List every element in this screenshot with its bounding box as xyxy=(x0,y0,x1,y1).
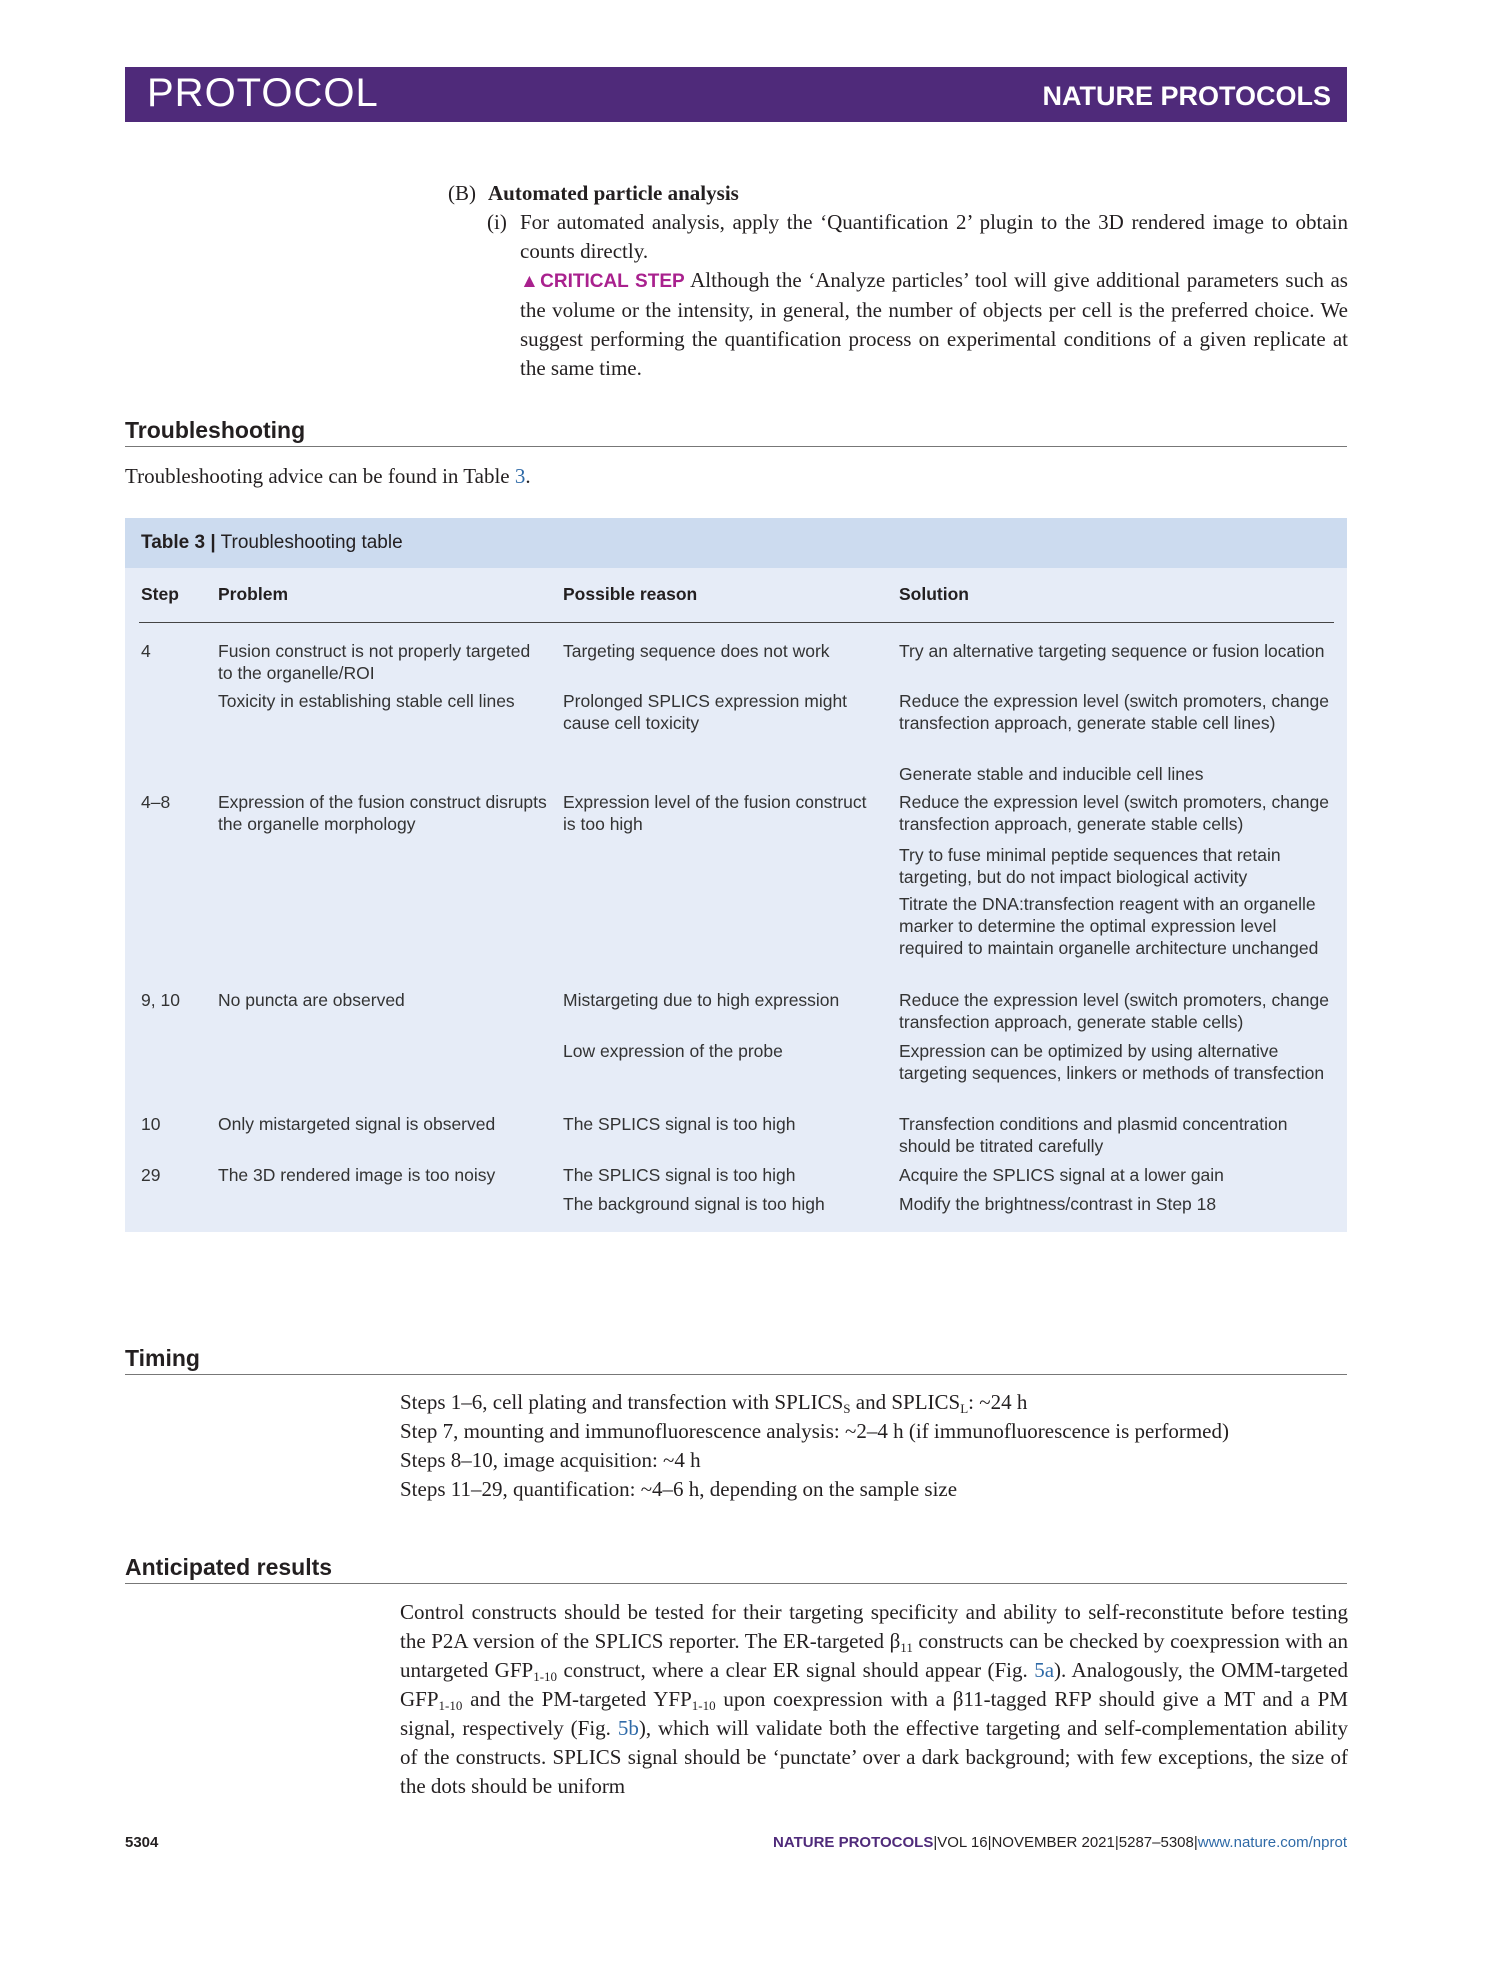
table-cell: Transfection conditions and plasmid concentration should be titrated carefully xyxy=(899,1114,1288,1156)
table-cell: Only mistargeted signal is observed xyxy=(218,1114,496,1134)
footer-citation: NATURE PROTOCOLS|VOL 16|NOVEMBER 2021|5287–5308|www.nature.com/nprot xyxy=(773,1834,1347,1851)
table-separator: | xyxy=(210,532,216,553)
table-cell: Reduce the expression level (switch promoters, change transfection approach, generate stable cells) xyxy=(899,792,1329,834)
table-cell: Generate stable and inducible cell lines xyxy=(899,764,1204,784)
table-cell: Titrate the DNA:transfection reagent with an organelle marker to determine the optimal expression level required to maintain organelle architecture unchanged xyxy=(899,894,1319,958)
troubleshooting-text: Troubleshooting advice can be found in Table 3. xyxy=(125,464,531,488)
procedure-item-i xyxy=(487,208,1348,383)
item-b-title: Automated particle analysis xyxy=(488,181,739,205)
procedure-item-b xyxy=(448,179,739,208)
journal-url-link[interactable]: www.nature.com/nprot xyxy=(1197,1834,1347,1851)
timing-line-3: Steps 8–10, image acquisition: ~4 h xyxy=(400,1448,701,1472)
table-cell: The 3D rendered image is too noisy xyxy=(218,1165,496,1185)
table-cell: The SPLICS signal is too high xyxy=(563,1165,796,1185)
table-cell: Acquire the SPLICS signal at a lower gain xyxy=(899,1165,1224,1185)
table-cell: Expression can be optimized by using alternative targeting sequences, linkers or methods of transfection xyxy=(899,1041,1325,1083)
timing-list xyxy=(400,1388,1348,1504)
timing-line-4: Steps 11–29, quantification: ~4–6 h, depending on the sample size xyxy=(400,1477,958,1501)
item-i-text: For automated analysis, apply the ‘Quantification 2’ plugin to the 3D rendered image to obtain counts directly. xyxy=(520,210,1348,263)
footer-journal: NATURE PROTOCOLS xyxy=(773,1834,934,1851)
table-cell: Fusion construct is not properly targeted to the organelle/ROI xyxy=(218,641,531,683)
table-cell: Expression level of the fusion construct is too high xyxy=(563,792,867,834)
table-cell: Prolonged SPLICS expression might cause cell toxicity xyxy=(563,691,848,733)
item-b-label: (B) xyxy=(448,181,476,205)
col-header-step: Step xyxy=(141,584,179,604)
item-i-label: (i) xyxy=(487,210,507,234)
figure-link-5a[interactable]: 5a xyxy=(1034,1658,1055,1682)
table-cell: No puncta are observed xyxy=(218,990,405,1010)
table-caption xyxy=(125,518,1347,568)
col-header-reason: Possible reason xyxy=(563,584,698,604)
table-cell: Try an alternative targeting sequence or fusion location xyxy=(899,641,1325,661)
page-number: 5304 xyxy=(125,1834,159,1851)
troubleshooting-table xyxy=(125,518,1347,1232)
table-label: Table 3 xyxy=(141,532,206,553)
table-cell: 29 xyxy=(141,1165,161,1185)
col-header-problem: Problem xyxy=(218,584,289,604)
results-heading: Anticipated results xyxy=(125,1554,1347,1584)
table-cell: 4 xyxy=(141,641,151,661)
section-label: PROTOCOL xyxy=(147,71,379,115)
col-header-solution: Solution xyxy=(899,584,969,604)
table-caption-text: Troubleshooting table xyxy=(220,532,403,553)
header-banner xyxy=(125,67,1347,122)
table-cell: Expression of the fusion construct disrupts the organelle morphology xyxy=(218,792,547,834)
timing-line-1: Steps 1–6, cell plating and transfection with $SPLICS_S$ and $SPLICS_L$: ~24 h xyxy=(400,1390,1028,1416)
table-link[interactable]: 3 xyxy=(514,464,526,488)
troubleshooting-heading: Troubleshooting xyxy=(125,417,1347,447)
figure-link-5b[interactable]: 5b xyxy=(617,1716,639,1740)
table-cell: 9, 10 xyxy=(141,990,180,1010)
table-cell: The background signal is too high xyxy=(563,1194,825,1214)
results-paragraph: Control constructs should be tested for their targeting specificity and ability to self-reconstitute before testing the P2A version of the SPLICS reporter. The ER-targeted $\beta_{11}$ constructs can be checked by coexpression with an untargeted $GFP_{1-10}$ construct, where a clear ER signal should appear (Fig. 5a). Analogously, the OMM-targeted $GFP_{1-10}$ and the PM-targeted $YFP_{1-10}$ upon coexpression with a β11-tagged RFP should give a MT and a PM signal, respectively (Fig. 5b), which will validate both the effective targeting and self-complementation ability of the constructs. SPLICS signal should be ‘punctate’ over a dark background; with few exceptions, the size of the dots should be uniform xyxy=(400,1600,1349,1798)
table-cell: Mistargeting due to high expression xyxy=(563,990,840,1010)
table-cell: Try to fuse minimal peptide sequences that retain targeting, but do not impact biological activity xyxy=(899,845,1281,887)
table-cell: The SPLICS signal is too high xyxy=(563,1114,796,1134)
timing-line-2: Step 7, mounting and immunofluorescence analysis: ~2–4 h (if immunofluorescence is performed) xyxy=(400,1419,1229,1443)
critical-step-text: Although the ‘Analyze particles’ tool will give additional parameters such as the volume or the intensity, in general, the number of objects per cell is the preferred choice. We suggest performing the quantification process on experimental conditions of a given replicate at the same time. xyxy=(520,268,1348,380)
table-cell: Modify the brightness/contrast in Step 18 xyxy=(899,1194,1217,1214)
table-cell: 10 xyxy=(141,1114,161,1134)
timing-heading: Timing xyxy=(125,1345,1347,1375)
critical-step xyxy=(520,266,1348,383)
table-cell: Reduce the expression level (switch promoters, change transfection approach, generate stable cells) xyxy=(899,990,1329,1032)
table-cell: 4–8 xyxy=(141,792,171,812)
table-cell: Reduce the expression level (switch promoters, change transfection approach, generate stable cell lines) xyxy=(899,691,1329,733)
header-rule xyxy=(139,622,1334,623)
table-cell: Targeting sequence does not work xyxy=(563,641,830,661)
table-cell: Low expression of the probe xyxy=(563,1041,783,1061)
journal-label: NATURE PROTOCOLS xyxy=(1042,81,1331,111)
critical-step-label: ▲CRITICAL STEP xyxy=(520,271,685,292)
table-cell: Toxicity in establishing stable cell lines xyxy=(218,691,515,711)
